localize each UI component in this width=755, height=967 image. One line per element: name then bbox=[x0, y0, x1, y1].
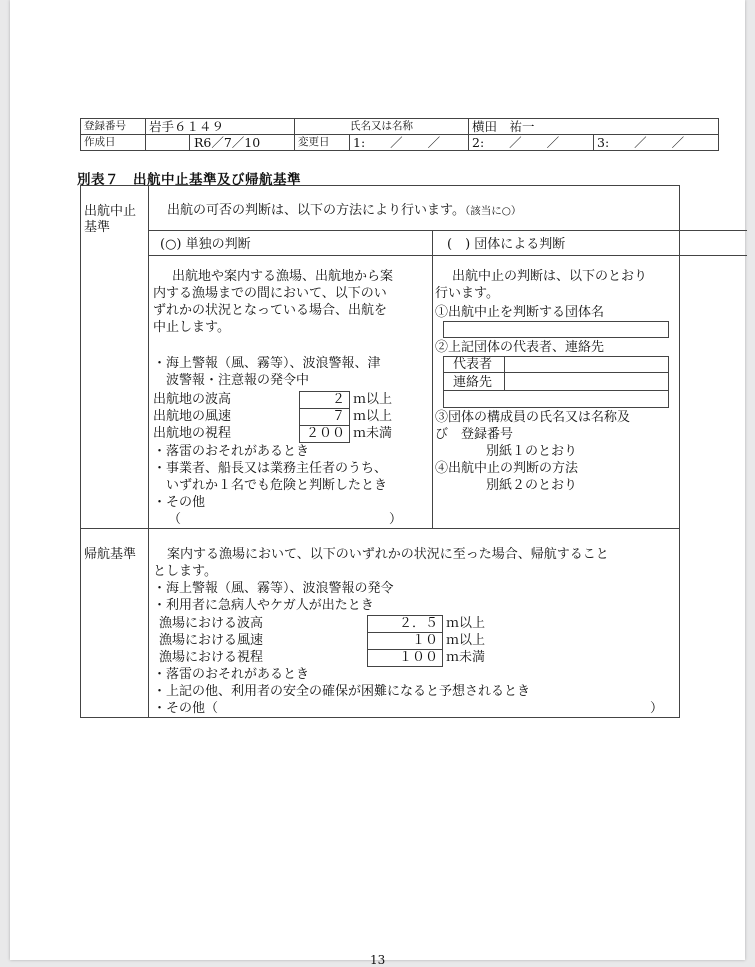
return-visibility-unit: ｍ未満 bbox=[446, 650, 486, 665]
return-visibility-value: １００ bbox=[367, 649, 443, 667]
section-title: 別表７ 出航中止基準及び帰航基準 bbox=[77, 172, 301, 188]
return-wind-value: １０ bbox=[367, 632, 443, 650]
return-warning: ・海上警報（風、霧等）、波浪警報の発令 bbox=[153, 581, 394, 596]
subheading-divider bbox=[148, 255, 747, 256]
departure-row-label-1: 出航中止 bbox=[84, 204, 137, 219]
departure-visibility-label: 出航地の視程 bbox=[153, 426, 232, 441]
return-other-close: ） bbox=[650, 701, 664, 716]
return-text-line-1: 案内する漁場において、以下のいずれかの状況に至った場合、帰航すること bbox=[167, 547, 609, 562]
return-patient: ・利用者に急病人やケガ人が出たとき bbox=[153, 598, 374, 613]
group-item-1: ①出航中止を判断する団体名 bbox=[435, 305, 605, 320]
return-row-label: 帰航基準 bbox=[84, 547, 137, 562]
group-item-3-line-1: ③団体の構成員の氏名又は名称及 bbox=[435, 410, 631, 425]
created-value-cell bbox=[146, 135, 295, 151]
return-visibility-label: 漁場における視程 bbox=[159, 650, 264, 665]
return-wave-label: 漁場における波高 bbox=[159, 616, 264, 631]
return-wind-label: 漁場における風速 bbox=[159, 633, 264, 648]
group-heading: ( ) 団体による判断 bbox=[447, 237, 566, 252]
departure-other-paren: （ ） bbox=[168, 512, 403, 527]
departure-visibility-value: ２００ bbox=[299, 425, 350, 443]
group-text-line-1: 出航中止の判断は、以下のとおり bbox=[452, 269, 648, 284]
return-safety: ・上記の他、利用者の安全の確保が困難になると予想されるとき bbox=[153, 684, 531, 699]
created-label: 作成日 bbox=[81, 135, 146, 151]
departure-other: ・その他 bbox=[153, 495, 206, 510]
departure-wave-label: 出航地の波高 bbox=[153, 392, 232, 407]
departure-wave-value: ２ bbox=[299, 391, 350, 409]
departure-warning-line-1: ・海上警報（風、霧等）、波浪警報、津 bbox=[153, 356, 381, 371]
departure-wind-value: ７ bbox=[299, 408, 350, 426]
return-thunder: ・落雷のおそれがあるとき bbox=[153, 667, 310, 682]
departure-intro bbox=[167, 204, 521, 217]
group-text-line-2: 行います。 bbox=[435, 286, 499, 301]
return-wind-unit: ｍ以上 bbox=[446, 633, 486, 648]
changed-label: 変更日 bbox=[295, 135, 350, 151]
departure-operator-line-1: ・事業者、船長又は業務主任者のうち、 bbox=[153, 461, 388, 476]
departure-wind-unit: ｍ以上 bbox=[353, 409, 393, 424]
label-column-divider bbox=[148, 185, 149, 717]
reg-value: 岩手６１４９ bbox=[146, 119, 295, 135]
solo-heading: (○) 単独の判断 bbox=[160, 237, 251, 252]
departure-visibility-unit: ｍ未満 bbox=[353, 426, 393, 441]
change-3: 3: ／ ／ bbox=[594, 135, 719, 151]
return-text-line-2: とします。 bbox=[153, 564, 217, 579]
intro-divider bbox=[148, 230, 747, 231]
departure-intro-note: （該当に○） bbox=[464, 205, 522, 217]
return-wave-value: ２．５ bbox=[367, 615, 443, 633]
group-item-4-line-2: 別紙２のとおり bbox=[486, 478, 578, 493]
reg-label: 登録番号 bbox=[81, 119, 146, 135]
rep-label: 代表者 bbox=[453, 357, 493, 372]
group-item-4-line-1: ④出航中止の判断の方法 bbox=[435, 461, 579, 476]
return-divider bbox=[80, 528, 679, 529]
departure-row-label-2: 基準 bbox=[84, 220, 111, 235]
group-item-3-line-2: び 登録番号 bbox=[435, 427, 514, 442]
name-value: 横田 祐一 bbox=[469, 119, 719, 135]
registration-table bbox=[80, 118, 719, 151]
contact-label-divider bbox=[504, 356, 505, 391]
name-label: 氏名又は名称 bbox=[295, 119, 469, 135]
page-number: 13 bbox=[370, 953, 386, 967]
return-other: ・その他（ bbox=[153, 701, 219, 716]
departure-warning-line-2: 波警報・注意報の発令中 bbox=[166, 373, 310, 388]
departure-wind-label: 出航地の風速 bbox=[153, 409, 232, 424]
return-wave-unit: ｍ以上 bbox=[446, 616, 486, 631]
created-value: R6／7／10 bbox=[193, 135, 261, 150]
change-1: 1: ／ ／ bbox=[350, 135, 469, 151]
group-name-field bbox=[443, 321, 669, 338]
contact-label: 連絡先 bbox=[453, 375, 493, 390]
solo-text-line-1: 出航地や案内する漁場、出航地から案 bbox=[172, 269, 394, 284]
change-2: 2: ／ ／ bbox=[469, 135, 594, 151]
solo-text-line-3: ずれかの状況となっている場合、出航を bbox=[153, 303, 388, 318]
group-item-2: ②上記団体の代表者、連絡先 bbox=[435, 340, 605, 355]
departure-wave-unit: ｍ以上 bbox=[353, 392, 393, 407]
document-page bbox=[10, 0, 745, 967]
solo-group-divider bbox=[432, 230, 433, 528]
group-item-3-line-3: 別紙１のとおり bbox=[486, 444, 578, 459]
departure-intro-text: 出航の可否の判断は、以下の方法により行います。 bbox=[167, 203, 465, 218]
solo-text-line-4: 中止します。 bbox=[153, 320, 230, 335]
departure-thunder: ・落雷のおそれがあるとき bbox=[153, 444, 310, 459]
departure-operator-line-2: いずれか１名でも危険と判断したとき bbox=[166, 478, 388, 493]
solo-text-line-2: 内する漁場までの間において、以下のい bbox=[153, 286, 387, 301]
